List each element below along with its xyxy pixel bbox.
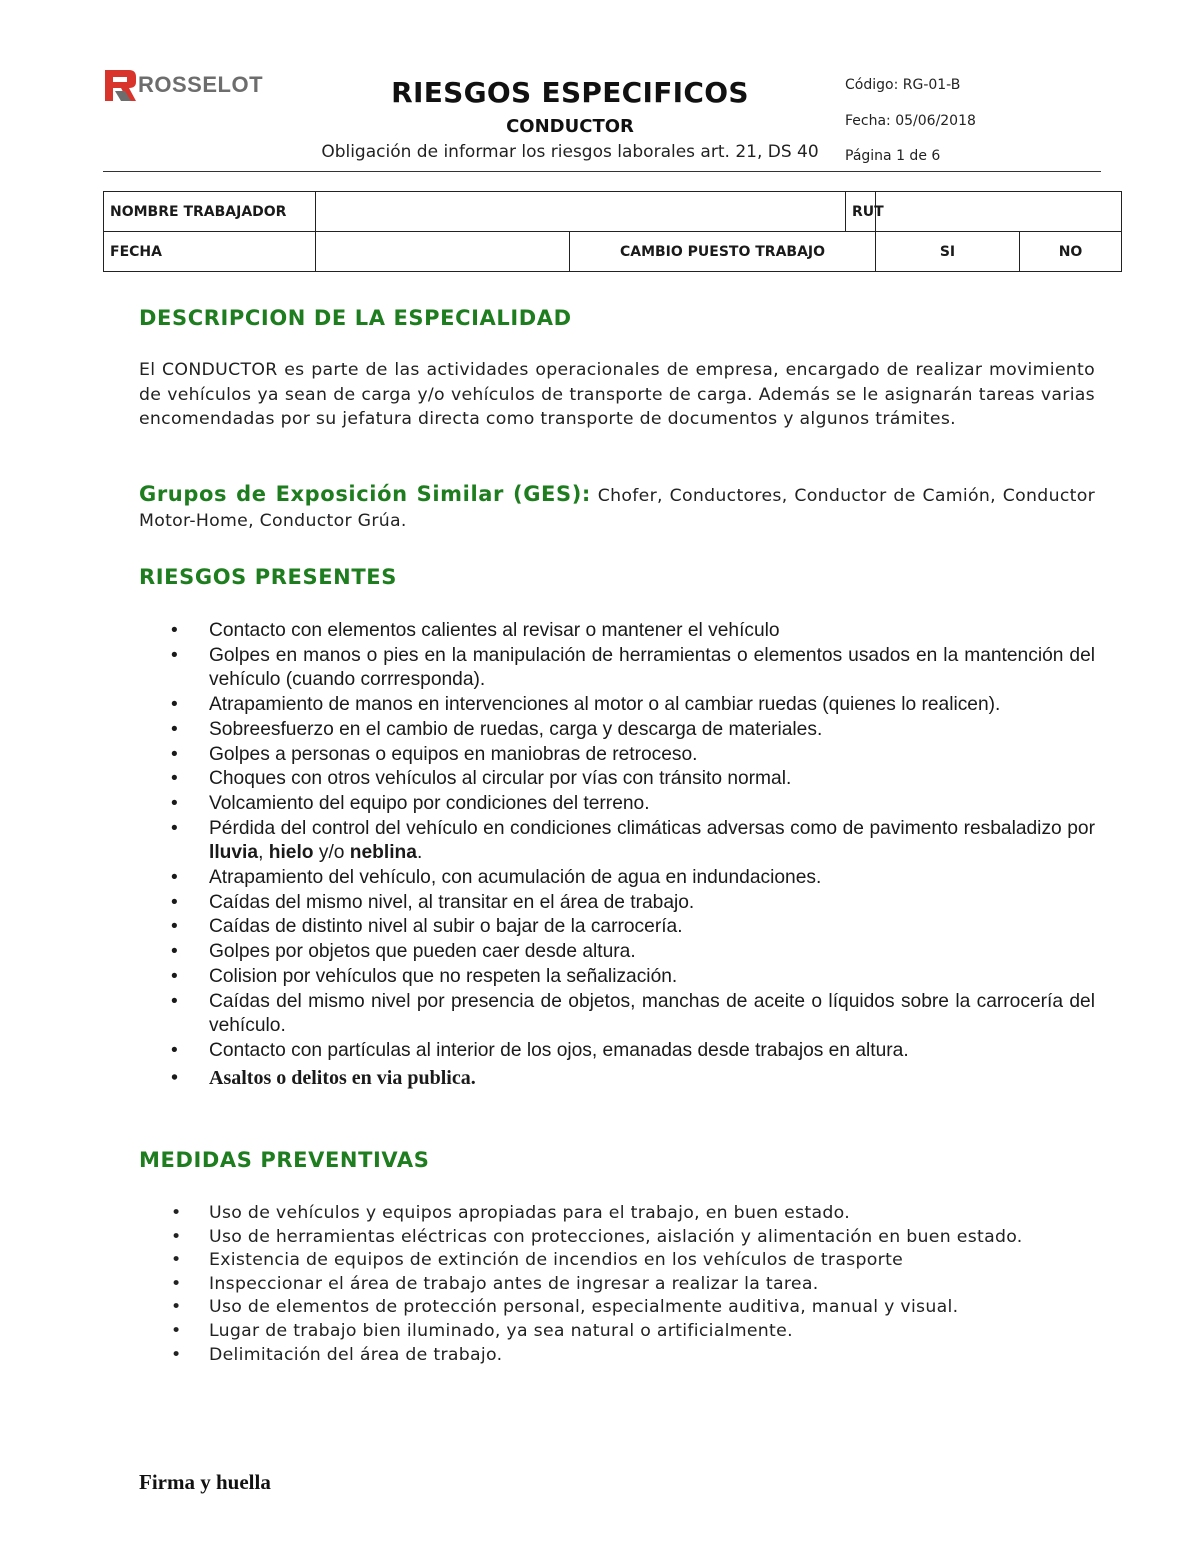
date-label: FECHA [104, 232, 316, 272]
list-item: • Golpes a personas o equipos en maniobras de retroceso. [139, 743, 1095, 768]
list-item: • Choques con otros vehículos al circular por vías con tránsito normal. [139, 767, 1095, 792]
list-item: • Caídas del mismo nivel, al transitar en el área de trabajo. [139, 891, 1095, 916]
list-item: • Caídas del mismo nivel por presencia de objetos, manchas de aceite o líquidos sobre la carrocería del vehículo. [139, 990, 1095, 1039]
list-item: • Uso de elementos de protección personal, especialmente auditiva, manual y visual. [139, 1296, 1095, 1320]
list-item: • Golpes por objetos que pueden caer desde altura. [139, 940, 1095, 965]
list-item: • Atrapamiento de manos en intervenciones al motor o al cambiar ruedas (quienes lo realicen). [139, 693, 1095, 718]
list-item: • Uso de vehículos y equipos apropiadas para el trabajo, en buen estado. [139, 1202, 1095, 1226]
worker-row-name [104, 192, 1122, 232]
weather-rain: lluvia [209, 842, 259, 864]
list-item: • Inspeccionar el área de trabajo antes de ingresar a realizar la tarea. [139, 1273, 1095, 1297]
rut-field[interactable] [876, 192, 1122, 232]
job-change-no[interactable]: NO [1020, 232, 1122, 272]
weather-ice: hielo [268, 842, 314, 864]
list-item: • Contacto con elementos calientes al revisar o mantener el vehículo [139, 619, 1095, 644]
date-field[interactable] [316, 232, 570, 272]
worker-name-label: NOMBRE TRABAJADOR [104, 192, 316, 232]
list-item: • Delimitación del área de trabajo. [139, 1344, 1095, 1368]
list-item: • Caídas de distinto nivel al subir o bajar de la carrocería. [139, 915, 1095, 940]
page-number: Página 1 de 6 [845, 148, 941, 164]
list-item: • Existencia de equipos de extinción de incendios en los vehículos de trasporte [139, 1249, 1095, 1273]
weather-sep-1: , [258, 842, 269, 864]
list-item: • Atrapamiento del vehículo, con acumulación de agua en indundaciones. [139, 866, 1095, 891]
list-item: • Colision por vehículos que no respeten la señalización. [139, 965, 1095, 990]
list-item: • Lugar de trabajo bien iluminado, ya sea natural o artificialmente. [139, 1320, 1095, 1344]
weather-end: . [416, 842, 423, 864]
measures-list [139, 1202, 1095, 1367]
document-title: RIESGOS ESPECIFICOS [391, 76, 749, 109]
worker-info-table [103, 191, 1122, 272]
list-item: • Golpes en manos o pies en la manipulación de herramientas o elementos usados en la mantención del vehículo (cuando corrresponda). [139, 644, 1095, 693]
weather-risk-text: Pérdida del control del vehículo en condiciones climáticas adversas como de pavimento resbaladizo por [209, 817, 1095, 839]
ges-paragraph [139, 482, 1095, 533]
worker-row-date [104, 232, 1122, 272]
legal-obligation-line: Obligación de informar los riesgos laborales art. 21, DS 40 [321, 142, 819, 162]
signature-label: Firma y huella [139, 1470, 271, 1494]
header-divider [103, 171, 1101, 172]
worker-name-field[interactable] [316, 192, 846, 232]
rut-label: RUT [846, 192, 876, 232]
list-item [139, 817, 1095, 866]
section-title-risks: RIESGOS PRESENTES [139, 565, 397, 589]
ges-text: Chofer, Conductores, Conductor de Camión, Conductor Motor-Home, Conductor Grúa. [139, 486, 1095, 531]
weather-sep-2: y/o [313, 842, 350, 864]
list-item: • Asaltos o delitos en via publica. [139, 1066, 1095, 1091]
list-item: • Uso de herramientas eléctricas con protecciones, aislación y alimentación en buen estado. [139, 1226, 1095, 1250]
document-code: Código: RG-01-B [845, 77, 961, 93]
weather-fog: neblina [349, 842, 417, 864]
job-change-yes[interactable]: SI [876, 232, 1020, 272]
document-date: Fecha: 05/06/2018 [845, 113, 976, 129]
risks-list [139, 619, 1095, 1090]
list-item: • Contacto con partículas al interior de los ojos, emanadas desde trabajos en altura. [139, 1039, 1095, 1064]
description-paragraph: El CONDUCTOR es parte de las actividades operacionales de empresa, encargado de realizar movimiento de vehículos ya sean de carga y/o vehículos de transporte de carga. Además se le asignarán tareas varias encomendadas por su jefatura directa como transporte de documentos y algunos trámites. [139, 360, 1095, 429]
section-title-description: DESCRIPCION DE LA ESPECIALIDAD [139, 306, 572, 330]
list-item: • Sobreesfuerzo en el cambio de ruedas, carga y descarga de materiales. [139, 718, 1095, 743]
document-subtitle: CONDUCTOR [506, 116, 634, 137]
list-item: • Volcamiento del equipo por condiciones del terreno. [139, 792, 1095, 817]
ges-label: Grupos de Exposición Similar (GES): [139, 482, 591, 506]
section-title-measures: MEDIDAS PREVENTIVAS [139, 1148, 430, 1172]
logo-text: ROSSELOT [138, 72, 264, 97]
job-change-label: CAMBIO PUESTO TRABAJO [570, 232, 876, 272]
